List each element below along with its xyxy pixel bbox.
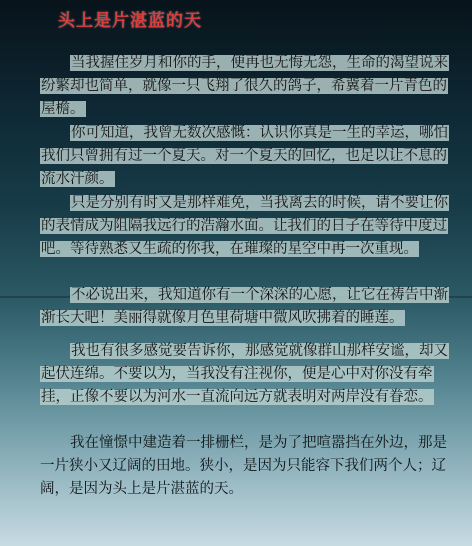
paragraph-text: 只是分别有时又是那样难免，当我离去的时候，请不要让你的表情成为阻隔我远行的浩瀚水面。让我们的日子在等待中度过吧。等待熟悉又生疏的你我，在璀璨的星空中再一次重现。 (41, 195, 448, 257)
paragraph-text: 你可知道，我曾无数次感慨：认识你真是一生的幸运，哪怕我们只曾拥有过一个夏天。对一个夏天的回忆，也足以让不息的流水汗颜。 (41, 125, 448, 187)
paragraph-5 (40, 340, 452, 409)
paragraph-3 (40, 192, 452, 261)
paragraph-1 (40, 52, 452, 121)
paragraph-text: 不必说出来，我知道你有一个深深的心愿，让它在祷告中渐渐长大吧！美丽得就像月色里荷塘中微风吹拂着的睡莲。 (41, 287, 448, 326)
paragraph-text: 我在憧憬中建造着一排栅栏，是为了把喧嚣挡在外边，那是一片狭小又辽阔的田地。狭小，是因为只能容下我们两个人；辽阔，是因为头上是片湛蓝的天。 (40, 435, 447, 497)
paragraph-4 (40, 284, 452, 330)
paragraph-2 (40, 122, 452, 191)
paragraph-6 (40, 432, 452, 501)
paragraph-text: 当我握住岁月和你的手，便再也无悔无怨，生命的渴望说来纷繁却也简单，就像一只飞翔了很久的鸽子，希冀着一片青色的屋檐。 (41, 55, 448, 117)
paragraph-text: 我也有很多感觉要告诉你，那感觉就像群山那样安谧，却又起伏连绵。不要以为，当我没有注视你，便是心中对你没有牵挂，正像不要以为河水一直流向远方就表明对两岸没有眷恋。 (41, 343, 448, 405)
page-title: 头上是片湛蓝的天 (58, 11, 202, 31)
